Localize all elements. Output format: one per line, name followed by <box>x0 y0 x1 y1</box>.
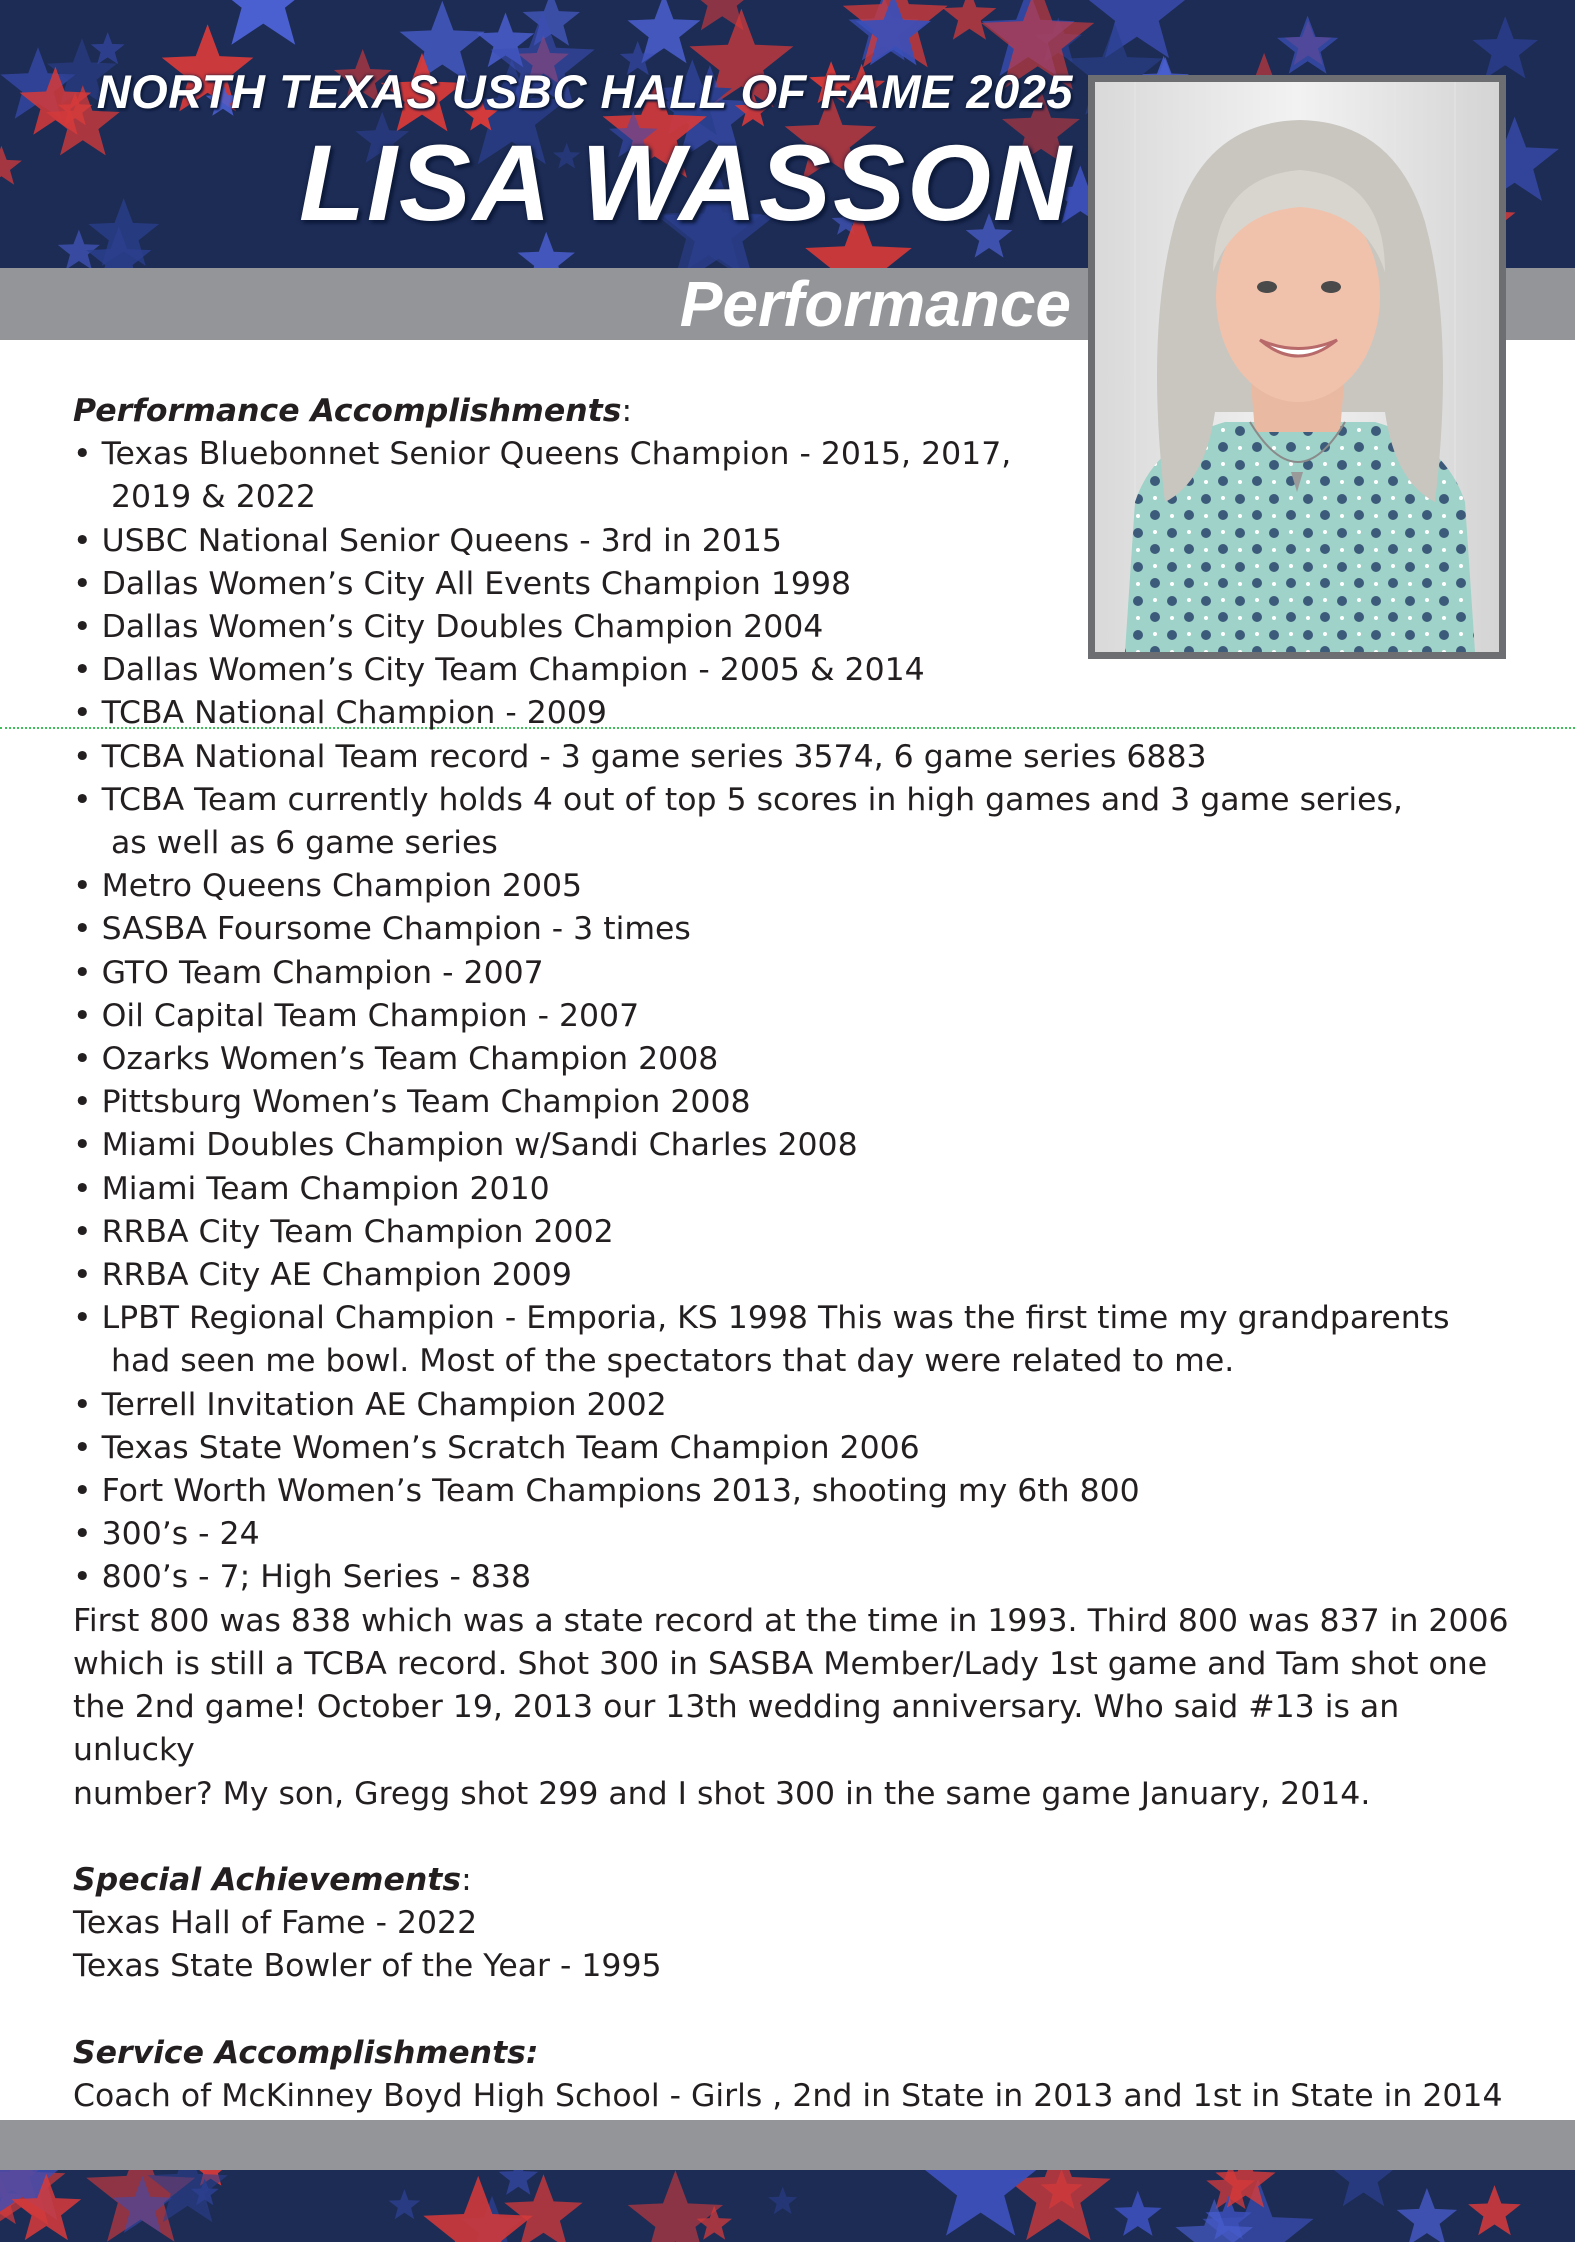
star-icon <box>389 2189 421 2219</box>
category-title: Performance <box>679 268 1071 340</box>
list-item <box>73 1297 1513 1340</box>
bullet-icon: • <box>73 522 92 559</box>
list-item <box>73 1081 1513 1124</box>
list-item-text: Terrell Invitation AE Champion 2002 <box>101 1386 667 1423</box>
list-item-text: RRBA City Team Champion 2002 <box>101 1213 614 1250</box>
bullet-icon: • <box>73 1170 92 1207</box>
list-item-text: Ozarks Women’s Team Champion 2008 <box>101 1041 719 1078</box>
performance-heading-colon: : <box>621 393 633 429</box>
special-heading-line <box>73 1859 1513 1902</box>
bullet-icon: • <box>73 1559 92 1596</box>
list-item-text: Dallas Women’s City Doubles Champion 2004 <box>101 609 824 646</box>
star-icon <box>0 146 22 185</box>
list-item <box>73 606 1513 649</box>
star-icon <box>1330 2170 1397 2206</box>
star-icon <box>768 2187 797 2215</box>
bullet-icon: • <box>73 1429 92 1466</box>
event-title: NORTH TEXAS USBC HALL OF FAME 2025 <box>96 65 1073 118</box>
bullet-icon: • <box>73 652 92 689</box>
list-item-continuation: 2019 & 2022 <box>111 479 316 516</box>
list-item-text: TCBA National Team record - 3 game series 3574, 6 game series 6883 <box>101 738 1207 775</box>
performance-list <box>73 433 1513 1599</box>
list-item <box>73 995 1513 1038</box>
star-icon <box>212 0 315 45</box>
bullet-icon: • <box>73 1257 92 1294</box>
bullet-icon: • <box>73 738 92 775</box>
list-item <box>73 865 1513 908</box>
special-heading-colon: : <box>461 1861 472 1898</box>
footer-banner <box>0 2170 1575 2242</box>
special-item: Texas State Bowler of the Year - 1995 <box>73 1948 662 1985</box>
star-icon <box>1468 2185 1521 2235</box>
bullet-icon: • <box>73 1213 92 1250</box>
content-body <box>73 390 1513 2118</box>
star-icon <box>1085 0 1189 58</box>
special-heading: Special Achievements <box>73 1861 462 1898</box>
star-icon <box>1277 16 1338 74</box>
bullet-icon: • <box>73 565 92 602</box>
bullet-icon: • <box>73 1084 92 1121</box>
list-item-continuation: had seen me bowl. Most of the spectators that day were related to me. <box>111 1343 1235 1380</box>
list-item-text: GTO Team Champion - 2007 <box>101 954 544 991</box>
bullet-icon: • <box>73 1041 92 1078</box>
star-icon <box>925 2170 1037 2236</box>
list-item-text: SASBA Foursome Champion - 3 times <box>101 911 691 948</box>
list-item <box>73 779 1513 822</box>
performance-heading: Performance Accomplishments <box>73 393 622 429</box>
list-item-text: TCBA National Champion - 2009 <box>101 695 607 732</box>
star-icon <box>1114 2191 1162 2236</box>
list-item <box>73 908 1513 951</box>
paragraph-line: which is still a TCBA record. Shot 300 in SASBA Member/Lady 1st game and Tam shot one <box>73 1645 1488 1682</box>
paragraph-line: First 800 was 838 which was a state record at the time in 1993. Third 800 was 837 in 2006 <box>73 1602 1509 1639</box>
list-item-text: Texas State Women’s Scratch Team Champion 2006 <box>101 1429 920 1466</box>
bullet-icon: • <box>73 781 92 818</box>
bullet-icon: • <box>73 868 92 905</box>
bullet-icon: • <box>73 1127 92 1164</box>
list-item-text: Dallas Women’s City Team Champion - 2005 & 2014 <box>101 652 925 689</box>
list-item-text: Dallas Women’s City All Events Champion 1998 <box>101 565 852 602</box>
list-item <box>73 1254 1513 1297</box>
list-item <box>73 1168 1513 1211</box>
list-item-text: Fort Worth Women’s Team Champions 2013, shooting my 6th 800 <box>101 1473 1140 1510</box>
list-item-text: 300’s - 24 <box>101 1516 260 1553</box>
list-item <box>73 1038 1513 1081</box>
list-item <box>73 692 1513 735</box>
bullet-icon: • <box>73 997 92 1034</box>
footer-star-background <box>0 2170 1575 2242</box>
list-item <box>73 1513 1513 1556</box>
list-item <box>73 520 1513 563</box>
paragraph-line: the 2nd game! October 19, 2013 our 13th wedding anniversary. Who said #13 is an unlucky <box>73 1689 1400 1769</box>
list-item <box>73 1211 1513 1254</box>
bullet-icon: • <box>73 695 92 732</box>
list-item <box>73 1556 1513 1599</box>
service-heading: Service Accomplishments: <box>73 2034 539 2071</box>
performance-paragraph <box>73 1600 1513 1816</box>
list-item <box>73 1384 1513 1427</box>
list-item-text: Metro Queens Champion 2005 <box>101 868 583 905</box>
list-item-text: Oil Capital Team Champion - 2007 <box>101 997 640 1034</box>
bullet-icon: • <box>73 436 92 473</box>
list-item <box>73 1470 1513 1513</box>
star-icon <box>1397 2188 1457 2242</box>
star-icon <box>91 32 125 64</box>
list-item <box>73 736 1513 779</box>
service-list <box>73 2075 1513 2118</box>
list-item <box>73 1124 1513 1167</box>
bullet-icon: • <box>73 1516 92 1553</box>
performance-heading-line <box>73 390 1513 433</box>
paragraph-line: number? My son, Gregg shot 299 and I shot 300 in the same game January, 2014. <box>73 1775 1371 1812</box>
list-item <box>73 1427 1513 1470</box>
star-icon <box>58 230 100 268</box>
list-item-text: TCBA Team currently holds 4 out of top 5 scores in high games and 3 game series, <box>101 781 1403 818</box>
list-item-text: RRBA City AE Champion 2009 <box>101 1257 572 1294</box>
special-item: Texas Hall of Fame - 2022 <box>73 1905 478 1942</box>
list-item-continuation: as well as 6 game series <box>111 825 498 862</box>
bullet-icon: • <box>73 911 92 948</box>
list-item-text: Miami Doubles Champion w/Sandi Charles 2008 <box>101 1127 858 1164</box>
inductee-name: LISA WASSON <box>298 122 1073 243</box>
bullet-icon: • <box>73 1300 92 1337</box>
list-item <box>73 649 1513 692</box>
special-list <box>73 1902 1513 1988</box>
list-item-text: LPBT Regional Champion - Emporia, KS 1998 This was the first time my grandparents <box>101 1300 1450 1337</box>
list-item-text: Pittsburg Women’s Team Champion 2008 <box>101 1084 751 1121</box>
bullet-icon: • <box>73 609 92 646</box>
list-item <box>73 563 1513 606</box>
bullet-icon: • <box>73 1386 92 1423</box>
list-item-text: USBC National Senior Queens - 3rd in 2015 <box>101 522 782 559</box>
list-item-text: Texas Bluebonnet Senior Queens Champion - 2015, 2017, <box>101 436 1012 473</box>
star-icon <box>499 2170 538 2195</box>
list-item-text: Miami Team Champion 2010 <box>101 1170 550 1207</box>
list-item <box>73 952 1513 995</box>
list-item <box>73 433 1513 476</box>
list-item-text: 800’s - 7; High Series - 838 <box>101 1559 532 1596</box>
star-icon <box>1473 16 1539 78</box>
bullet-icon: • <box>73 954 92 991</box>
star-icon <box>943 0 997 40</box>
footer-band <box>0 2120 1575 2170</box>
service-item: Coach of McKinney Boyd High School - Girls , 2nd in State in 2013 and 1st in State in 2014 <box>73 2077 1503 2114</box>
bullet-icon: • <box>73 1473 92 1510</box>
